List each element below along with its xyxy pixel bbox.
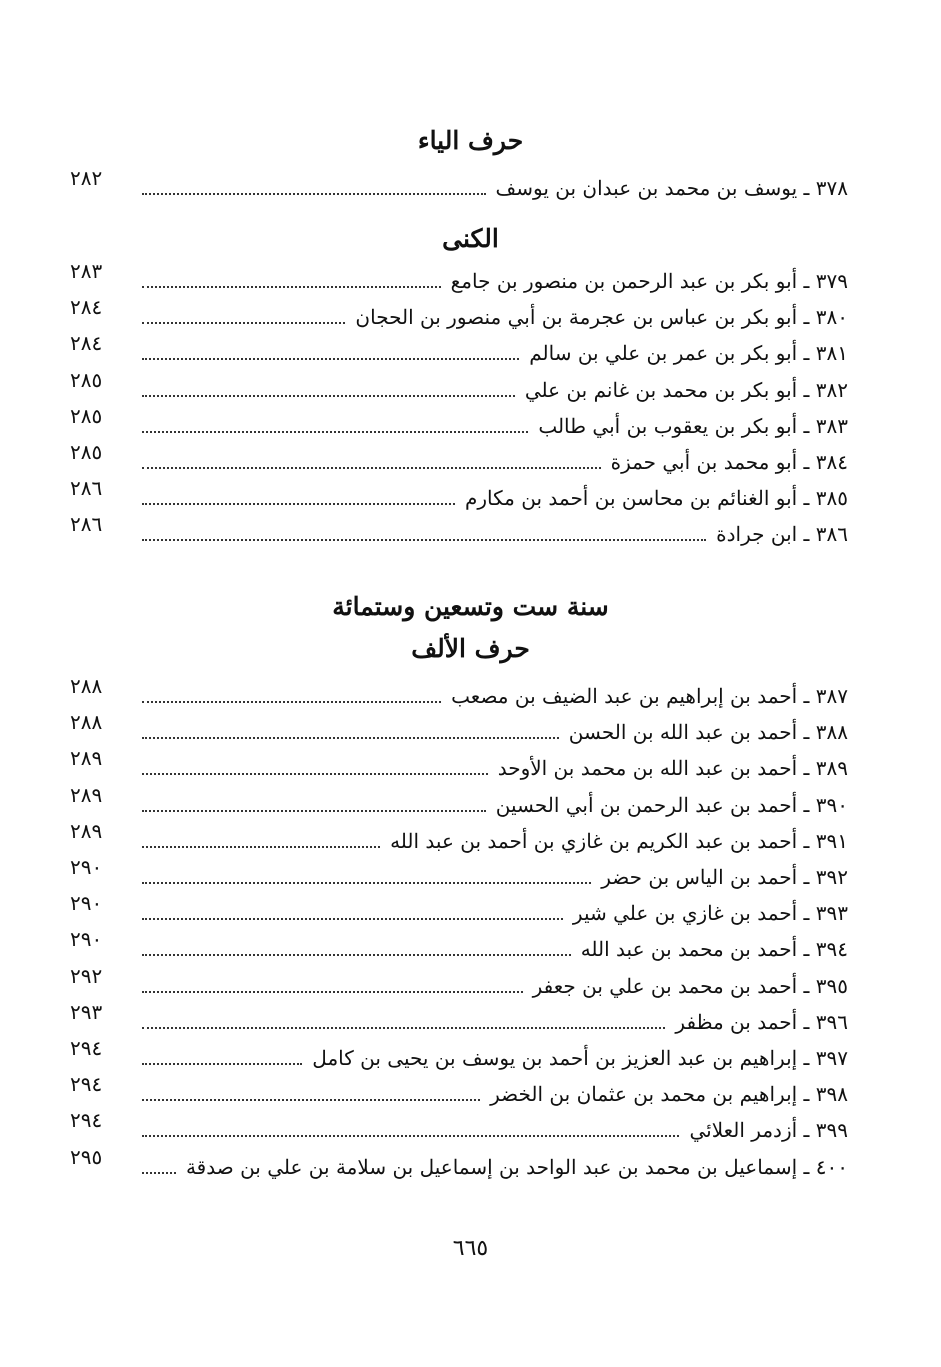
dot-leader — [142, 358, 519, 360]
dot-leader — [142, 918, 563, 920]
dot-leader — [142, 395, 515, 397]
index-entry — [70, 405, 848, 441]
index-entry — [70, 784, 848, 820]
entry-page-number: ٢٨٦ — [70, 476, 103, 500]
dot-leader — [142, 1063, 302, 1065]
entry-page-number: ٢٨٨ — [70, 710, 103, 734]
page-number: ٦٦٥ — [452, 1236, 489, 1261]
dot-leader — [142, 773, 488, 775]
entry-page-number: ٢٩٠ — [70, 891, 103, 915]
entry-page-number: ٢٩٣ — [70, 1000, 103, 1024]
entry-title: ٣٧٩ ـ أبو بكر بن عبد الرحمن بن منصور بن جامع — [450, 269, 848, 293]
entry-title: ٣٧٨ ـ يوسف بن محمد بن عبدان بن يوسف — [495, 176, 848, 200]
entry-title: ٣٩٨ ـ إبراهيم بن محمد بن عثمان بن الخضر — [490, 1082, 848, 1106]
entry-title: ٣٩١ ـ أحمد بن عبد الكريم بن غازي بن أحمد بن عبد الله — [390, 829, 848, 853]
entry-title: ٣٩٠ ـ أحمد بن عبد الرحمن بن أبي الحسين — [495, 793, 848, 817]
dot-leader — [142, 991, 523, 993]
entry-title: ٣٨٠ ـ أبو بكر بن عباس بن عجرمة بن أبي منصور بن الحجان — [355, 305, 848, 329]
index-entry — [70, 1109, 848, 1145]
dot-leader — [142, 810, 486, 812]
entry-title: ٣٨٩ ـ أحمد بن عبد الله بن محمد بن الأوحد — [497, 756, 848, 780]
entry-page-number: ٢٨٩ — [70, 746, 103, 770]
year-heading: سنة ست وتسعين وستمائة — [332, 592, 609, 621]
entry-page-number: ٢٨٥ — [70, 440, 103, 464]
index-entry — [70, 332, 848, 368]
entry-title: ٣٨٢ ـ أبو بكر بن محمد بن غانم بن علي — [524, 378, 848, 402]
dot-leader — [142, 467, 601, 469]
entry-title: ٣٩٩ ـ أزدمر العلائي — [689, 1118, 848, 1142]
entry-page-number: ٢٩٤ — [70, 1072, 103, 1096]
dot-leader — [142, 322, 345, 324]
entry-page-number: ٢٨٤ — [70, 331, 103, 355]
index-entry — [70, 675, 848, 711]
dot-leader — [142, 737, 559, 739]
entry-page-number: ٢٩٤ — [70, 1036, 103, 1060]
entry-page-number: ٢٩٠ — [70, 855, 103, 879]
entry-page-number: ٢٨٥ — [70, 404, 103, 428]
index-entry — [70, 1037, 848, 1073]
index-entry — [70, 477, 848, 513]
dot-leader — [142, 701, 441, 703]
entry-title: ٤٠٠ ـ إسماعيل بن محمد بن عبد الواحد بن إسماعيل بن سلامة بن علي بن صدقة — [185, 1155, 848, 1179]
index-entry — [70, 1001, 848, 1037]
index-entry — [70, 928, 848, 964]
entry-title: ٣٨٤ ـ أبو محمد بن أبي حمزة — [610, 450, 848, 474]
index-entry — [70, 441, 848, 477]
dot-leader — [142, 503, 455, 505]
entry-title: ٣٨٨ ـ أحمد بن عبد الله بن الحسن — [568, 720, 848, 744]
index-entry — [70, 1073, 848, 1109]
section-heading-ya: حرف الياء — [417, 126, 524, 155]
dot-leader — [142, 431, 528, 433]
entry-title: ٣٩٦ ـ أحمد بن مظفر — [675, 1010, 848, 1034]
entry-title: ٣٨١ ـ أبو بكر بن عمر بن علي بن سالم — [529, 341, 848, 365]
entry-title: ٣٩٢ ـ أحمد بن الياس بن حضر — [601, 865, 848, 889]
index-entry — [70, 260, 848, 296]
dot-leader — [142, 1027, 665, 1029]
index-entry — [70, 167, 848, 203]
dot-leader — [142, 1099, 480, 1101]
entry-title: ٣٩٥ ـ أحمد بن محمد بن علي بن جعفر — [532, 974, 848, 998]
entry-page-number: ٢٩٢ — [70, 964, 103, 988]
entry-page-number: ٢٨٩ — [70, 819, 103, 843]
dot-leader — [142, 539, 706, 541]
entry-title: ٣٨٧ ـ أحمد بن إبراهيم بن عبد الضيف بن مصعب — [451, 684, 848, 708]
entry-page-number: ٢٩٠ — [70, 927, 103, 951]
entry-title: ٣٩٣ ـ أحمد بن غازي بن علي شير — [572, 901, 848, 925]
index-entry — [70, 296, 848, 332]
index-entry — [70, 856, 848, 892]
dot-leader — [142, 1172, 176, 1174]
dot-leader — [142, 286, 441, 288]
dot-leader — [142, 846, 380, 848]
entry-page-number: ٢٨٦ — [70, 512, 103, 536]
index-entry — [70, 820, 848, 856]
index-entry — [70, 965, 848, 1001]
entry-page-number: ٢٨٩ — [70, 783, 103, 807]
entry-page-number: ٢٨٣ — [70, 259, 103, 283]
entry-title: ٣٩٤ ـ أحمد بن محمد بن عبد الله — [580, 937, 848, 961]
entry-title: ٣٨٥ ـ أبو الغنائم بن محاسن بن أحمد بن مكارم — [464, 486, 848, 510]
dot-leader — [142, 882, 591, 884]
entry-page-number: ٢٨٢ — [70, 166, 103, 190]
index-entry — [70, 892, 848, 928]
entry-page-number: ٢٩٤ — [70, 1108, 103, 1132]
dot-leader — [142, 1135, 679, 1137]
section-heading-kuna: الكنى — [442, 224, 499, 253]
section-heading-alif: حرف الألف — [411, 634, 530, 663]
index-entry — [70, 369, 848, 405]
entry-page-number: ٢٨٨ — [70, 674, 103, 698]
entry-title: ٣٨٣ ـ أبو بكر بن يعقوب بن أبي طالب — [538, 414, 848, 438]
entry-page-number: ٢٩٥ — [70, 1145, 103, 1169]
index-entry — [70, 1146, 848, 1182]
dot-leader — [142, 954, 571, 956]
dot-leader — [142, 193, 486, 195]
index-entry — [70, 711, 848, 747]
entry-title: ٣٨٦ ـ ابن جرادة — [716, 522, 848, 546]
entry-title: ٣٩٧ ـ إبراهيم بن عبد العزيز بن أحمد بن يوسف بن يحيى بن كامل — [312, 1046, 848, 1070]
index-entry — [70, 513, 848, 549]
entry-page-number: ٢٨٤ — [70, 295, 103, 319]
index-entry — [70, 747, 848, 783]
entry-page-number: ٢٨٥ — [70, 368, 103, 392]
